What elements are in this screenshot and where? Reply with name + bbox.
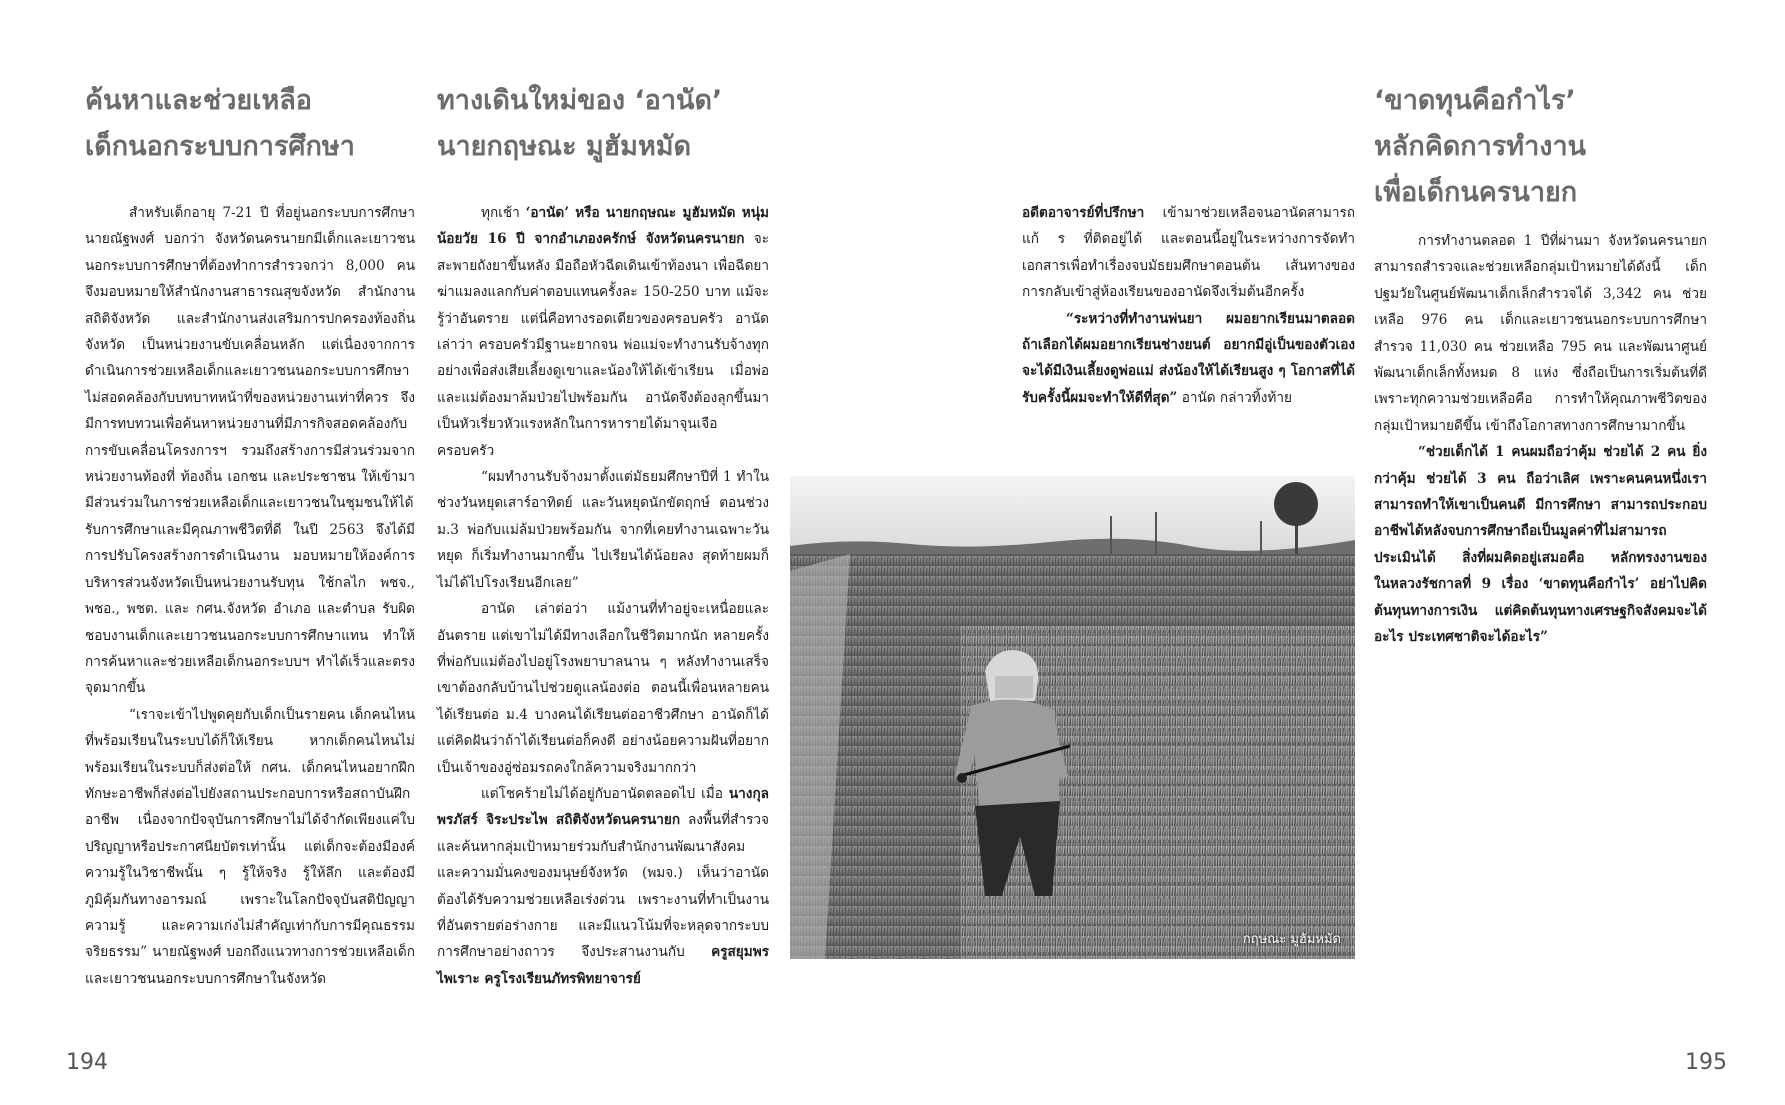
col4-heading-line3: เพื่อเด็กนครนายก <box>1374 177 1578 208</box>
col3-paragraph-1 <box>1022 200 1355 306</box>
col2-body <box>437 200 769 992</box>
col4-heading-line2: หลักคิดการทำงาน <box>1374 131 1587 162</box>
col2-p4-bold-2: ครูสยุมพร ไพเราะ ครูโรงเรียนภัทรพิทยาจารย์ <box>437 944 769 987</box>
rice-field-image <box>790 476 1355 959</box>
col2-paragraph-1 <box>437 200 769 464</box>
col2-p4-mid: ลงพื้นที่สำรวจและค้นหากลุ่มเป้าหมายร่วมกับสำนักงานพัฒนาสังคมและความมั่นคงของมนุษย์จังหวัด (พมจ.) เห็นว่าอานัดต้องได้รับความช่วยเหลือเร่งด่วน เพราะงานที่ทำเป็นงานที่อันตรายต่อร่างกาย และมีแนวโน้มที่จะหลุดจากระบบการศึกษาอย่างถาวร จึงประสานงานกับ <box>437 812 769 961</box>
col2-heading-line2: นายกฤษณะ มูฮัมหมัด <box>437 131 692 162</box>
col4-body <box>1374 228 1707 651</box>
col4-p2-bold: “ช่วยเด็กได้ 1 คนผมถือว่าคุ้ม ช่วยได้ 2 คน ยิ่งกว่าคุ้ม ช่วยได้ 3 คน ถือว่าเลิศ เพราะคนคนหนึ่งเราสามารถทำให้เขาเป็นคนดี มีการศึกษา สามารถประกอบอาชีพได้หลังจบการศึกษาถือเป็นมูลค่าที่ไม่สามารถประเมินได้ สิ่งที่ผมคิดอยู่เสมอคือ หลักทรงงานของในหลวงรัชกาลที่ 9 เรื่อง ‘ขาดทุนคือกำไร’ อย่าไปคิดต้นทุนทางการเงิน แต่คิดต้นทุนทางเศรษฐกิจสังคมจะได้อะไร ประเทศชาติจะได้อะไร” <box>1374 444 1707 646</box>
col1-heading-line1: ค้นหาและช่วยเหลือ <box>85 85 313 116</box>
page-number-left: 194 <box>66 1050 108 1075</box>
col3-p1-rest: เข้ามาช่วยเหลือจนอานัดสามารถแก้ ร ที่ติดอยู่ได้ และตอนนี้อยู่ในระหว่างการจัดทำเอกสารเพื่อทำเรื่องจบมัธยมศึกษาตอนต้น เส้นทางของการกลับเข้าสู่ห้องเรียนของอานัดจึงเริ่มต้นอีกครั้ง <box>1022 205 1355 301</box>
photo-credit: กฤษณะ มูฮัมหมัด <box>1242 932 1341 947</box>
page-number-right: 195 <box>1685 1050 1727 1075</box>
col2-paragraph-2: “ผมทำงานรับจ้างมาตั้งแต่มัธยมศึกษาปีที่ 1 ทำในช่วงวันหยุดเสาร์อาทิตย์ และวันหยุดนักขัตฤกษ์ ตอนช่วง ม.3 พ่อกับแม่ล้มป่วยพร้อมกัน จากที่เคยทำงานเฉพาะวันหยุด ก็เริ่มทำงานมากขึ้น ไปเรียนได้น้อยลง สุดท้ายผมก็ไม่ได้ไปโรงเรียนอีกเลย” <box>437 469 769 591</box>
col3-paragraph-2 <box>1022 306 1355 412</box>
col4-heading-line1: ‘ขาดทุนคือกำไร’ <box>1374 85 1576 116</box>
col2-p4-bold-1: นางกุลพรภัสร์ จิระประไพ สถิติจังหวัดนครนายก <box>437 785 769 829</box>
col2-heading <box>437 78 722 170</box>
col1-body <box>85 200 415 992</box>
col2-paragraph-3: อานัด เล่าต่อว่า แม้งานที่ทำอยู่จะเหนื่อยและอันตราย แต่เขาไม่ได้มีทางเลือกในชีวิตมากนัก หลายครั้งที่พ่อกับแม่ต้องไปอยู่โรงพยาบาลนาน ๆ หลังทำงานเสร็จเขาต้องกลับบ้านไปช่วยดูแลน้องต่อ ตอนนี้เพื่อนหลายคนได้เรียนต่อ ม.4 บางคนได้เรียนต่ออาชีวศึกษา อานัดก็ได้แต่คิดฝันว่าถ้าได้เรียนต่อก็คงดี อย่างน้อยความฝันที่อยากเป็นเจ้าของอู่ซ่อมรถคงใกล้ความจริงมากกว่า <box>437 601 769 776</box>
col3-body <box>1022 200 1355 411</box>
col1-paragraph-2: “เราจะเข้าไปพูดคุยกับเด็กเป็นรายคน เด็กคนไหนที่พร้อมเรียนในระบบได้ก็ให้เรียน หากเด็กคนไหนไม่พร้อมเรียนในระบบก็ส่งต่อให้ กศน. เด็กคนไหนอยากฝึกทักษะอาชีพก็ส่งต่อไปยังสถานประกอบการหรือสถาบันฝึกอาชีพ เนื่องจากปัจจุบันการศึกษาไม่ได้จำกัดเพียงแค่ใบปริญญาหรือประกาศนียบัตรเท่านั้น แต่เด็กจะต้องมีองค์ความรู้ในวิชาชีพนั้น ๆ รู้ให้จริง รู้ให้ลึก และต้องมีภูมิคุ้มกันทางอารมณ์ เพราะในโลกปัจจุบันสติปัญญา ความรู้ และความเก่งไม่สำคัญเท่ากับการมีคุณธรรมจริยธรรม” นายณัฐพงศ์ บอกถึงแนวทางการช่วยเหลือเด็กและเยาวชนนอกระบบการศึกษาในจังหวัด <box>85 706 415 987</box>
col3-p2-rest: อานัด กล่าวทิ้งท้าย <box>1177 389 1292 406</box>
col2-paragraph-4 <box>437 781 769 992</box>
col2-p1-rest: จะสะพายถังยาขึ้นหลัง มือถือหัวฉีดเดินเข้าท้องนา เพื่อฉีดยาฆ่าแมลงแลกกับค่าตอบแทนครั้งละ 150-250 บาท แม้จะรู้ว่าอันตราย แต่นี่คือทางรอดเดียวของครอบครัว อานัด เล่าว่า ครอบครัวมีฐานะยากจน พ่อแม่จะทำงานรับจ้างทุกอย่างเพื่อส่งเสียเลี้ยงดูเขาและน้องให้ได้เข้าเรียน เมื่อพ่อและแม่ต้องมาล้มป่วยไปพร้อมกัน อานัดจึงต้องลุกขึ้นมาเป็นหัวเรี่ยวหัวแรงหลักในการหารายได้มาจุนเจือครอบครัว <box>437 231 769 459</box>
col2-heading-line1: ทางเดินใหม่ของ ‘อานัด’ <box>437 85 723 116</box>
col1-heading <box>85 78 355 170</box>
farmer-spraying-photo <box>790 476 1355 959</box>
col4-heading <box>1374 78 1586 216</box>
col4-paragraph-1: การทำงานตลอด 1 ปีที่ผ่านมา จังหวัดนครนายกสามารถสำรวจและช่วยเหลือกลุ่มเป้าหมายได้ดังนี้ เด็กปฐมวัยในศูนย์พัฒนาเด็กเล็กสำรวจได้ 3,342 คน ช่วยเหลือ 976 คน เด็กและเยาวชนนอกระบบการศึกษา สำรวจ 11,030 คน ช่วยเหลือ 795 คน และพัฒนาศูนย์พัฒนาเด็กเล็กทั้งหมด 8 แห่ง ซึ่งถือเป็นการเริ่มต้นที่ดี เพราะทุกความช่วยเหลือคือ การทำให้คุณภาพชีวิตของกลุ่มเป้าหมายดีขึ้น เข้าถึงโอกาสทางการศึกษามากขึ้น <box>1374 233 1707 434</box>
col1-paragraph-1: สำหรับเด็กอายุ 7-21 ปี ที่อยู่นอกระบบการศึกษา นายณัฐพงศ์ บอกว่า จังหวัดนครนายกมีเด็กและเยาวชนนอกระบบการศึกษาที่ต้องทำการสำรวจกว่า 8,000 คน จึงมอบหมายให้สำนักงานสาธารณสุขจังหวัด สำนักงานสถิติจังหวัด และสำนักงานส่งเสริมการปกครองท้องถิ่นจังหวัด เป็นหน่วยงานขับเคลื่อนหลัก แต่เนื่องจากการดำเนินการช่วยเหลือเด็กและเยาวชนนอกระบบการศึกษาไม่สอดคล้องกับบทบาทหน้าที่ของหน่วยงานเท่าที่ควร จึงมีการทบทวนเพื่อค้นหาหน่วยงานที่มีภารกิจสอดคล้องกับการขับเคลื่อนโครงการฯ รวมถึงสร้างการมีส่วนร่วมจากหน่วยงานท้องที่ ท้องถิ่น เอกชน และประชาชน ให้เข้ามามีส่วนร่วมในการช่วยเหลือเด็กและเยาวชนในชุมชนให้ได้รับการศึกษาและมีคุณภาพชีวิตที่ดี ในปี 2563 จึงได้มีการปรับโครงสร้างการดำเนินงาน มอบหมายให้องค์การบริหารส่วนจังหวัดเป็นหน่วยงานรับทุน ใช้กลไก พชจ., พชอ., พชต. และ กศน.จังหวัด อำเภอ และตำบล รับผิดชอบงานเด็กและเยาวชนนอกระบบการศึกษาแทน ทำให้การค้นหาและช่วยเหลือเด็กนอกระบบฯ ทำได้เร็วและตรงจุดมากขึ้น <box>85 205 415 697</box>
col4-paragraph-2 <box>1374 439 1707 650</box>
col3-p2-bold: “ระหว่างที่ทำงานพ่นยา ผมอยากเรียนมาตลอด ถ้าเลือกได้ผมอยากเรียนช่างยนต์ อยากมีอู่เป็นของตัวเอง จะได้มีเงินเลี้ยงดูพ่อแม่ ส่งน้องให้ได้เรียนสูง ๆ โอกาสที่ได้รับครั้งนี้ผมจะทำให้ดีที่สุด” <box>1022 310 1355 406</box>
col2-p4-lead: แต่โชคร้ายไม่ได้อยู่กับอานัดตลอดไป เมื่อ <box>481 785 729 802</box>
col2-p1-lead: ทุกเช้า <box>481 205 526 221</box>
col1-heading-line2: เด็กนอกระบบการศึกษา <box>85 131 355 162</box>
col2-p1-bold: ‘อานัด’ หรือ นายกฤษณะ มูฮัมหมัด หนุ่มน้อยวัย 16 ปี จากอำเภองครักษ์ จังหวัดนครนายก <box>437 205 769 248</box>
col3-p1-bold: อดีตอาจารย์ที่ปรึกษา <box>1022 205 1145 221</box>
